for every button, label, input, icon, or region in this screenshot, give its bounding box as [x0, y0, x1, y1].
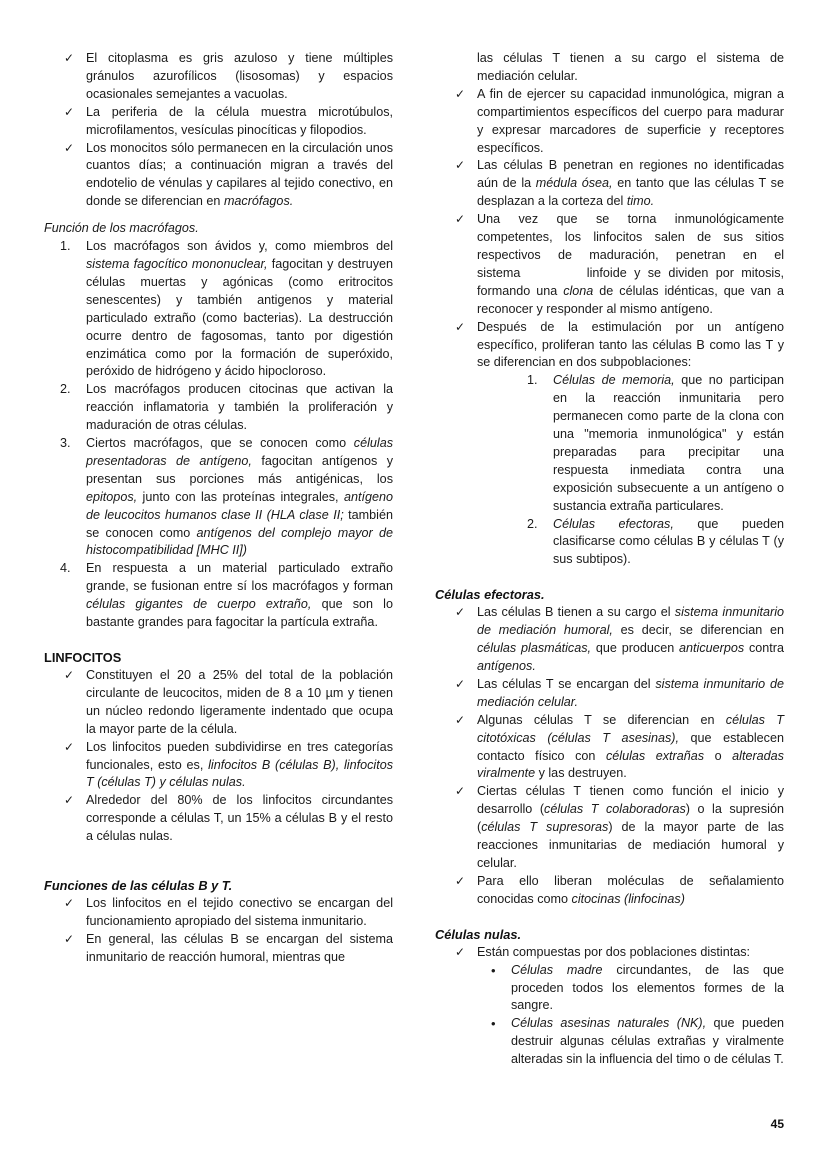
list-marker: 3. — [60, 436, 71, 451]
list-item-text: A fin de ejercer su capacidad inmunológica, migran a compartimientos específicos del cuerpo para madurar y expresar marcadores de superficie y receptores específicos. — [477, 86, 784, 155]
list-item-continuation — [435, 50, 784, 86]
list-item — [44, 667, 393, 739]
celulas-nulas-bullets — [435, 962, 784, 1069]
list-item-text: En respuesta a un material particulado extraño grande, se fusionan entre sí los macrófagos y forman células gigantes de cuerpo extraño, que son lo bastante grandes para fagocitar la partícula extraña. — [86, 561, 393, 630]
heading-celulas-efectoras: Células efectoras. — [435, 587, 545, 603]
list-item-text: Algunas células T se diferencian en células T citotóxicas (células T asesinas), que establecen contacto físico con células extrañas o alteradas viralmente y las destruyen. — [477, 712, 784, 781]
list-item — [435, 873, 784, 909]
funcion-macrofagos-list — [44, 238, 393, 632]
list-item-text: Células de memoria, que no participan en la reacción inmunitaria pero permanecen como parte de la clona con una "memoria inmunológica" y están preparadas para precipitar una respuesta inmediata contra una exposición subsecuente a un antígeno o sustancia extraña particulares. — [553, 373, 784, 513]
list-item — [435, 1015, 784, 1069]
check-icon: ✓ — [64, 51, 75, 65]
check-icon: ✓ — [64, 739, 75, 754]
right-top-checklist — [435, 50, 784, 372]
check-icon: ✓ — [455, 784, 466, 799]
check-icon: ✓ — [455, 86, 466, 101]
list-marker: 2. — [60, 382, 71, 397]
heading-celulas-nulas: Células nulas. — [435, 926, 522, 942]
list-item-text: Están compuestas por dos poblaciones distintas: — [477, 944, 751, 959]
list-item — [44, 792, 393, 846]
check-icon: ✓ — [455, 944, 466, 959]
spacer — [435, 909, 784, 926]
list-marker: 4. — [60, 561, 71, 576]
list-item-text: La periferia de la célula muestra microtúbulos, microfilamentos, vesículas pinocíticas y filopodios. — [86, 104, 393, 137]
list-item — [435, 944, 784, 962]
list-item — [44, 140, 393, 212]
linfocitos-checklist — [44, 667, 393, 846]
list-item — [435, 604, 784, 676]
list-item — [44, 238, 393, 381]
two-column-body — [44, 50, 784, 1069]
list-item-text: Los linfocitos en el tejido conectivo se encargan del funcionamiento apropiado del sistema inmunitario. — [86, 896, 393, 928]
list-item-text: En general, las células B se encargan del sistema inmunitario de reacción humoral, mientras que — [86, 931, 393, 964]
check-icon: ✓ — [455, 212, 466, 227]
list-item — [435, 783, 784, 873]
spacer — [44, 632, 393, 649]
list-item — [435, 86, 784, 158]
list-item — [44, 739, 393, 793]
spacer — [435, 569, 784, 586]
page-number: 45 — [770, 1117, 784, 1131]
check-icon: ✓ — [64, 793, 75, 808]
check-icon: ✓ — [455, 712, 466, 727]
heading-funciones-celulas-b-y-t: Funciones de las células B y T. — [44, 878, 233, 894]
check-icon: ✓ — [64, 668, 75, 682]
check-icon: ✓ — [64, 896, 75, 911]
list-item-text: Células asesinas naturales (NK), que pueden destruir algunas células extrañas y viralmente alteradas sin la influencia del timo o de células T. — [511, 1016, 784, 1067]
list-item-text: Para ello liberan moléculas de señalamiento conocidas como citocinas (linfocinas) — [477, 873, 784, 906]
heading-funcion-macrofagos: Función de los macrófagos. — [44, 221, 199, 236]
list-item-text: Ciertos macrófagos, que se conocen como células presentadoras de antígeno, fagocitan antígenos y presentan sus porciones más antigénicas, los epitopos, junto con las proteínas integrales, antígeno de leucocitos humanos clase II (HLA clase II; también se conocen como antígenos del complejo mayor de histocompatibilidad [MHC II]) — [86, 436, 393, 558]
heading-linfocitos: LINFOCITOS — [44, 650, 122, 665]
celulas-efectoras-checklist — [435, 604, 784, 908]
list-item-text: Los linfocitos pueden subdividirse en tres categorías funcionales, esto es, linfocitos B (células B), linfocitos T (células T) y células nulas. — [86, 739, 393, 790]
list-item — [44, 895, 393, 931]
list-item-text: Células efectoras, que pueden clasificarse como células B y células T (y sus subtipos). — [553, 516, 784, 567]
list-item-text: Alrededor del 80% de los linfocitos circundantes corresponde a células T, un 15% a células B y el resto a células nulas. — [86, 793, 393, 844]
check-icon: ✓ — [64, 931, 75, 946]
list-item — [435, 962, 784, 1016]
check-icon: ✓ — [455, 676, 466, 691]
list-item-text: Las células B tienen a su cargo el sistema inmunitario de mediación humoral, es decir, se diferencian en células plasmáticas, que producen anticuerpos contra antígenos. — [477, 605, 784, 673]
continuation-text: las células T tienen a su cargo el sistema de mediación celular. — [477, 51, 784, 83]
list-marker: 1. — [527, 373, 538, 388]
list-item-text: Una vez que se torna inmunológicamente competentes, los linfocitos salen de sus sitios respectivos de maduración, penetran en el sistema linfoide y se dividen por mitosis, formando una clona de células idénticas, que van a reconocer y responder al mismo antígeno. — [477, 212, 784, 316]
subpoblaciones-list — [435, 372, 784, 569]
list-item-text: Los macrófagos son ávidos y, como miembros del sistema fagocítico mononuclear, fagocitan y destruyen células muertas y agónicas (como eritrocitos senescentes) y también antigenos y material particulado extraño (como bacterias). La destrucción ocurre dentro de fagosomas, tanto por digestión enzimática como por la formación de superóxido, peróxido de hidrógeno y ácido hipocloroso. — [86, 239, 394, 379]
list-item — [44, 381, 393, 435]
check-icon: ✓ — [455, 319, 466, 334]
list-item — [435, 157, 784, 211]
list-item — [435, 211, 784, 318]
spacer — [44, 211, 393, 220]
list-item — [435, 676, 784, 712]
list-item — [435, 372, 784, 515]
list-item-text: Después de la estimulación por un antígeno específico, proliferan tanto las células B como las T y se diferencian en dos subpoblaciones: — [477, 319, 784, 370]
list-marker: 2. — [527, 516, 538, 531]
list-item — [44, 435, 393, 560]
list-item — [44, 104, 393, 140]
list-item-text: Los monocitos sólo permanecen en la circulación unos cuantos días; a continuación migran a través del endotelio de vénulas y capilares al tejido conectivo, en donde se diferencian en macrófagos. — [86, 140, 393, 209]
check-icon: ✓ — [455, 158, 466, 173]
list-item-text: El citoplasma es gris azuloso y tiene múltiples gránulos azurofílicos (lisosomas) y espacios ocasionales semejantes a vacuolas. — [86, 51, 393, 101]
bullet-icon: • — [491, 1016, 496, 1032]
list-item — [435, 319, 784, 373]
list-item-text: Ciertas células T tienen como función el inicio y desarrollo (células T colaboradoras) o la supresión (células T supresoras) de la mayor parte de las reacciones inmunitarias de mediación humoral y celular. — [477, 784, 784, 870]
right-column — [435, 50, 784, 1069]
list-marker: 1. — [60, 239, 71, 254]
bullet-icon: • — [491, 962, 496, 978]
celulas-nulas-checklist — [435, 944, 784, 962]
list-item — [435, 516, 784, 570]
list-item-text: Los macrófagos producen citocinas que activan la reacción inflamatoria y también la proliferación y maduración de otras células. — [86, 382, 393, 433]
funciones-byt-checklist — [44, 895, 393, 967]
list-item — [44, 931, 393, 967]
list-item-text: Las células T se encargan del sistema inmunitario de mediación celular. — [477, 676, 784, 709]
list-item — [44, 560, 393, 632]
check-icon: ✓ — [64, 140, 75, 155]
intro-checklist — [44, 50, 393, 211]
check-icon: ✓ — [455, 605, 466, 620]
list-item-text: Constituyen el 20 a 25% del total de la población circulante de leucocitos, miden de 8 a 10 µm y tienen un núcleo redondo ligeramente indentado que ocupa la mayor parte de la célula. — [86, 668, 393, 736]
check-icon: ✓ — [455, 873, 466, 888]
list-item-text: Las células B penetran en regiones no identificadas aún de la médula ósea, en tanto que las células T se desplazan a la corteza del timo. — [477, 158, 784, 209]
list-item — [435, 712, 784, 784]
left-column — [44, 50, 393, 1069]
list-item-text: Células madre circundantes, de las que proceden todos los elementos formes de la sangre. — [511, 962, 784, 1013]
spacer — [44, 846, 393, 877]
list-item — [44, 50, 393, 104]
check-icon: ✓ — [64, 104, 75, 119]
